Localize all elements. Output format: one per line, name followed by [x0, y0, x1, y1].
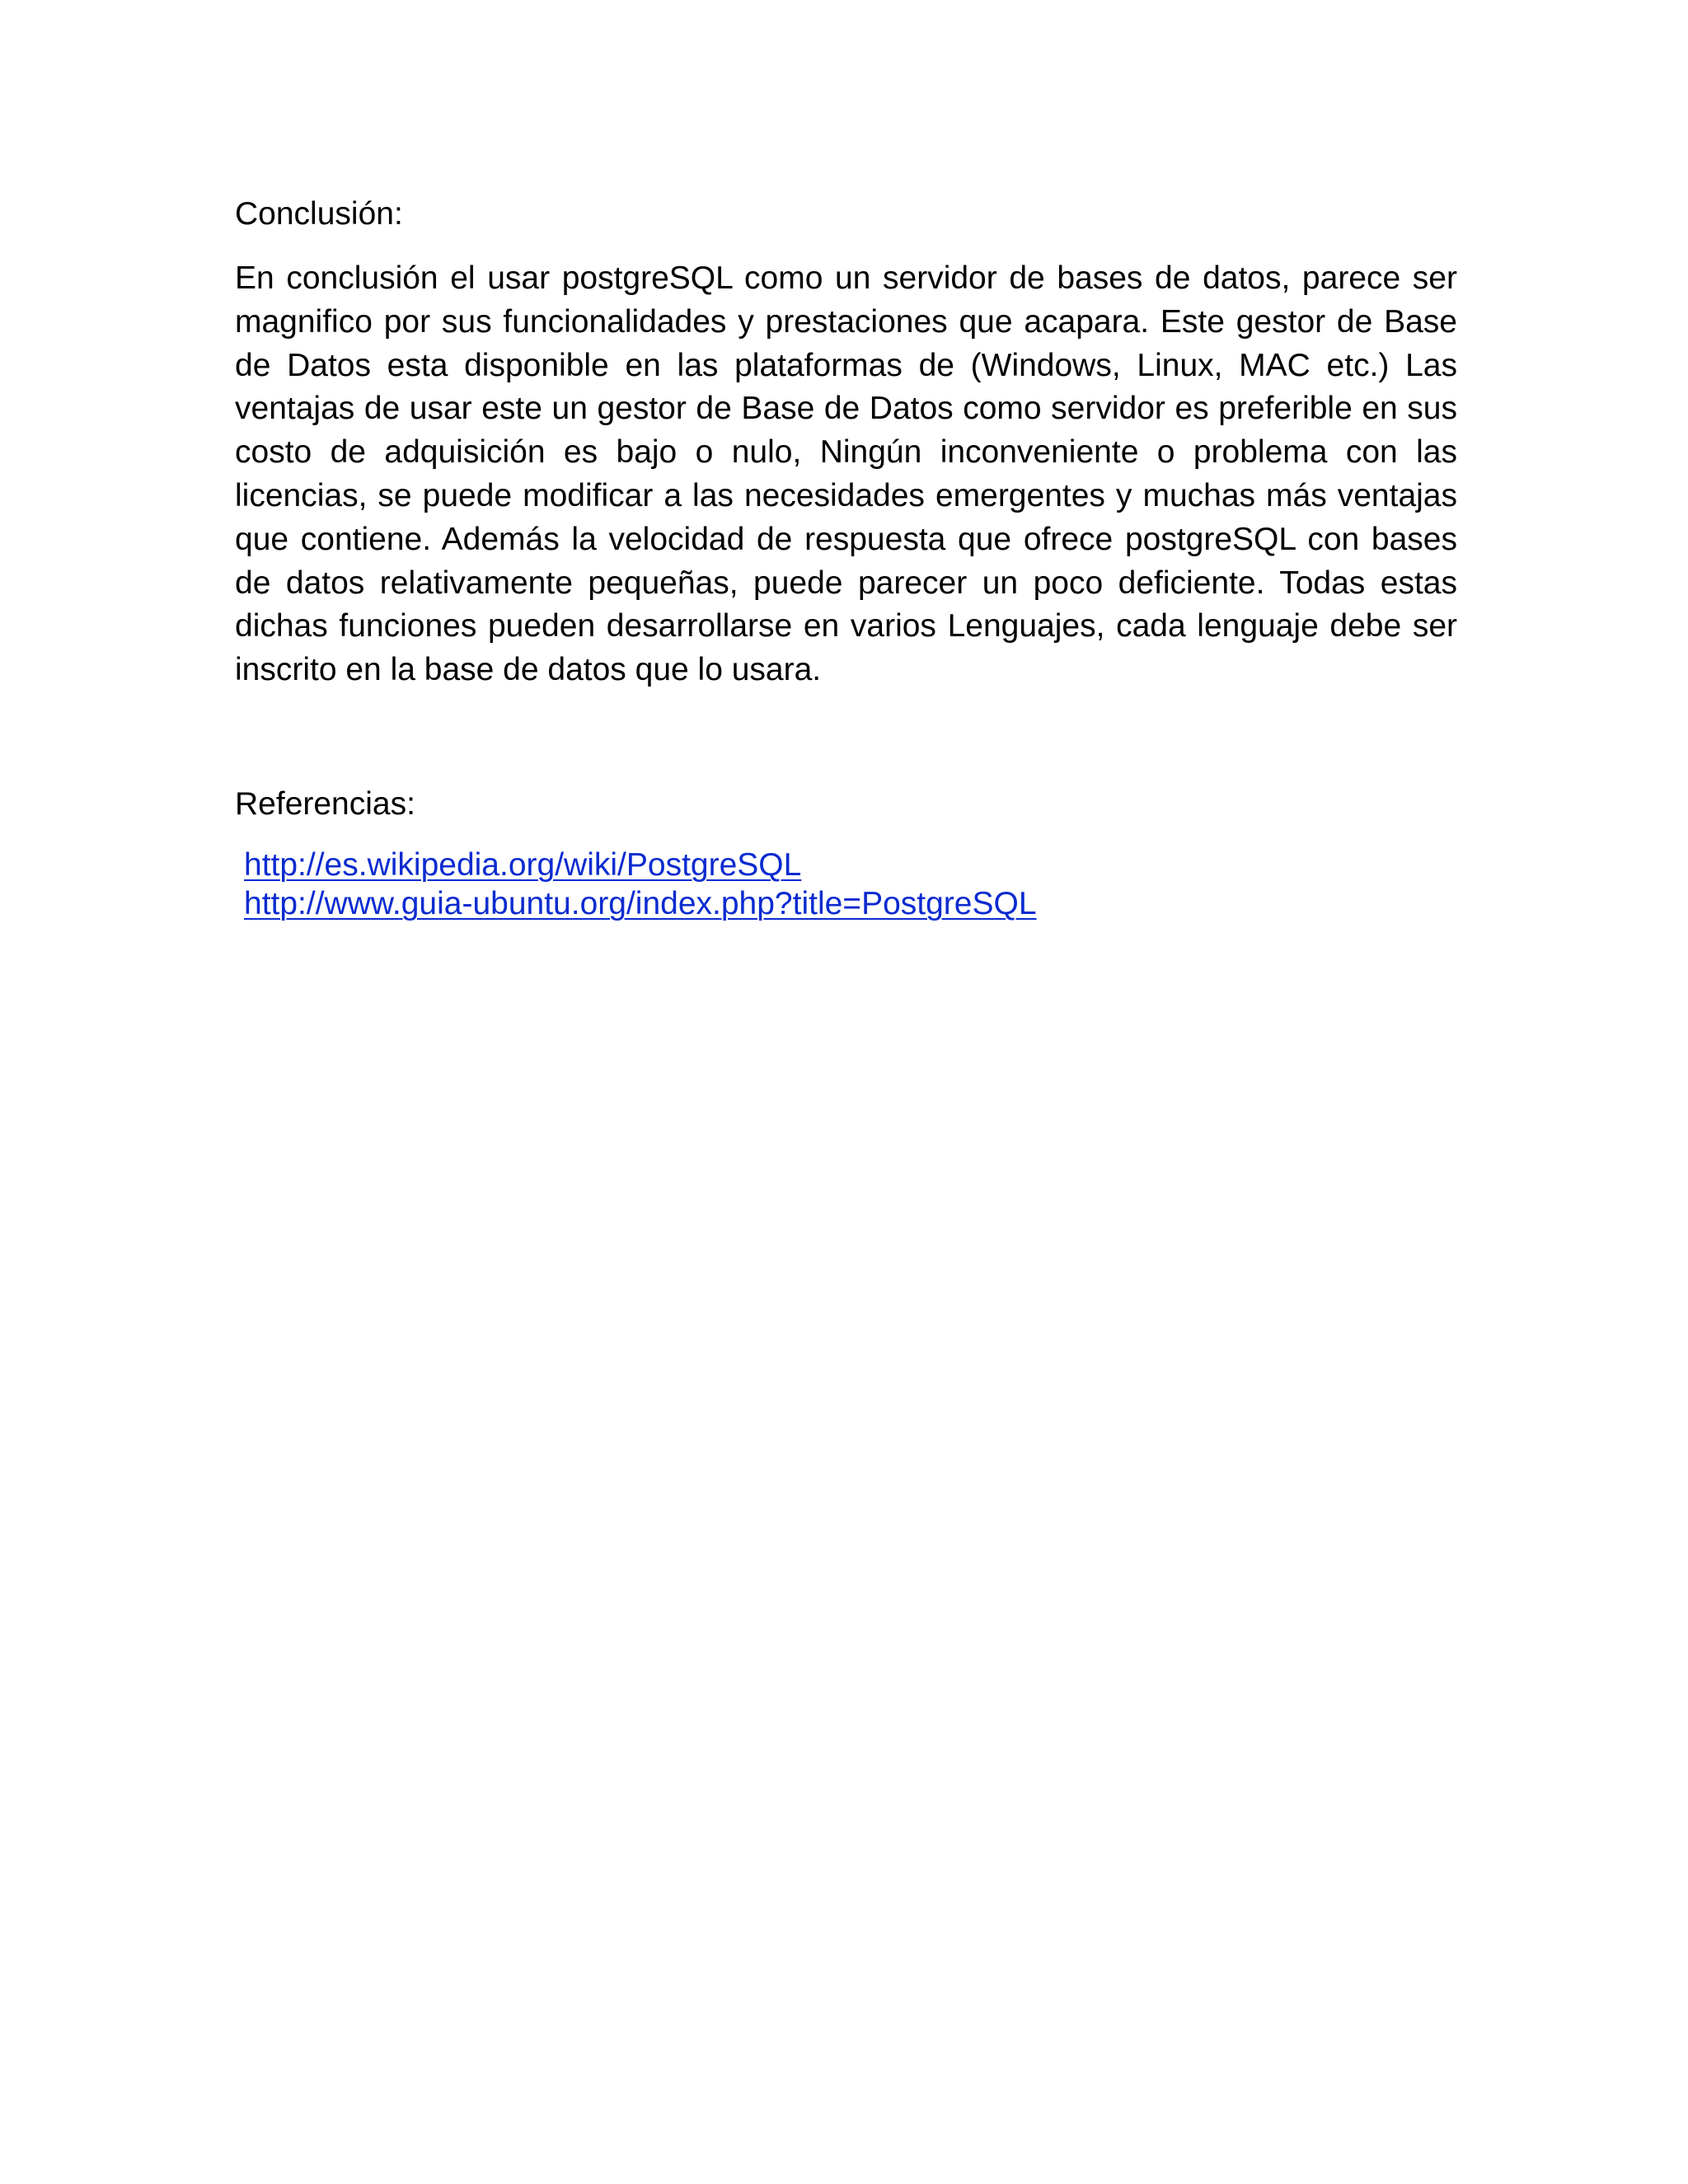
references-list [235, 846, 1457, 923]
section-spacer [235, 692, 1457, 780]
reference-link-guia-ubuntu[interactable]: http://www.guia-ubuntu.org/index.php?title=PostgreSQL [244, 885, 1037, 921]
reference-link-wikipedia[interactable]: http://es.wikipedia.org/wiki/PostgreSQL [244, 846, 802, 883]
references-heading: Referencias: [235, 785, 415, 822]
conclusion-paragraph: En conclusión el usar postgreSQL como un servidor de bases de datos, parece ser magnifico por sus funcionalidades y prestaciones que acapara. Este gestor de Base de Datos esta disponible en las plataformas de (Windows, Linux, MAC etc.) Las ventajas de usar este un gestor de Base de Datos como servidor es preferible en sus costo de adquisición es bajo o nulo, Ningún inconveniente o problema con las licencias, se puede modificar a las necesidades emergentes y muchas más ventajas que contiene. Además la velocidad de respuesta que ofrece postgreSQL con bases de datos relativamente pequeñas, puede parecer un poco deficiente. Todas estas dichas funciones pueden desarrollarse en varios Lenguajes, cada lenguaje debe ser inscrito en la base de datos que lo usara. [235, 260, 1457, 688]
conclusion-heading: Conclusión: [235, 196, 403, 232]
document-content [235, 190, 1457, 923]
